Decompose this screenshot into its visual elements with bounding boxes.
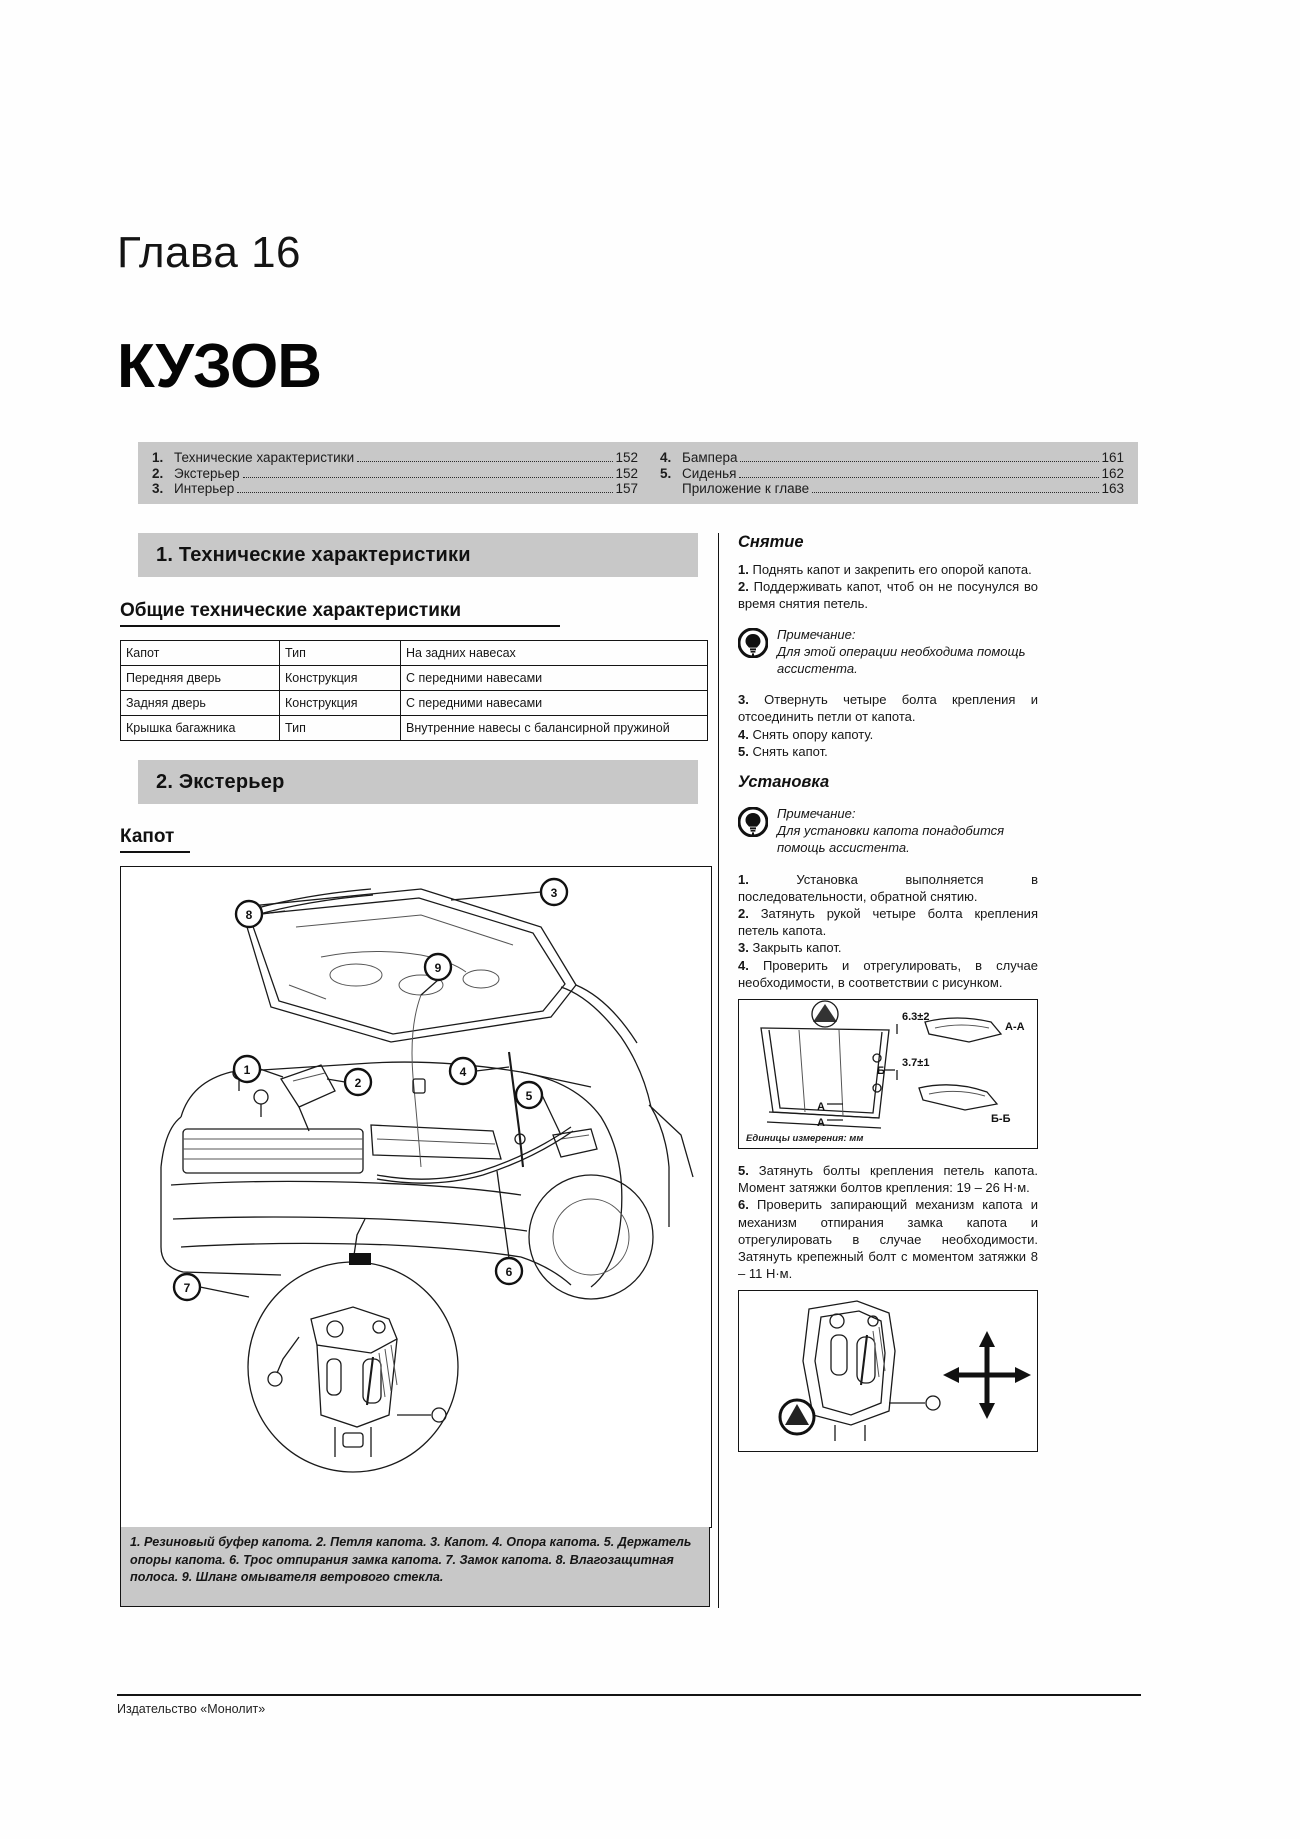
lightbulb-icon <box>738 628 768 658</box>
toc-leader-dots <box>237 483 613 493</box>
table-row <box>121 641 708 666</box>
spec-attribute: Конструкция <box>280 666 401 691</box>
toc-number: 5. <box>660 465 672 481</box>
svg-text:Б: Б <box>877 1065 885 1078</box>
step-number: 2. <box>738 579 749 595</box>
right-column <box>738 533 1038 1452</box>
svg-text:A: A <box>817 1117 825 1130</box>
table-row <box>121 716 708 741</box>
toc-leader-dots <box>740 452 1099 462</box>
step-number: 6. <box>738 1197 749 1213</box>
toc-page-number: 152 <box>615 465 638 481</box>
install-step <box>738 957 1038 991</box>
toc-leader-dots <box>739 468 1099 478</box>
heading-installation: Установка <box>738 773 830 792</box>
svg-text:3.7±1: 3.7±1 <box>902 1057 930 1070</box>
units-label: Единицы измерения: мм <box>746 1133 864 1145</box>
step-number: 4. <box>738 726 749 742</box>
svg-text:8: 8 <box>245 908 253 922</box>
spec-attribute: Конструкция <box>280 691 401 716</box>
note-text: Для этой операции необходима помощь ассистента. <box>777 643 1026 677</box>
step-number: 1. <box>738 871 749 887</box>
step-text: Проверить и отрегулировать, в случае необходимости, в соответствии с рисунком. <box>738 957 1038 990</box>
svg-text:5: 5 <box>525 1089 533 1103</box>
toc-entry[interactable] <box>152 466 638 482</box>
hood-assembly-figure <box>120 866 712 1528</box>
toc-entry[interactable] <box>660 466 1124 482</box>
svg-text:A: A <box>817 1101 825 1114</box>
spec-value: С передними навесами <box>401 691 708 716</box>
spec-component: Крышка багажника <box>121 716 280 741</box>
toc-page-number: 157 <box>615 481 638 496</box>
svg-text:9: 9 <box>434 961 442 975</box>
step-text: Установка выполняется в последовательности, обратной снятию. <box>738 871 1038 904</box>
toc-entry[interactable] <box>660 450 1124 466</box>
step-number: 2. <box>738 906 749 922</box>
svg-text:1: 1 <box>243 1063 251 1077</box>
spec-attribute: Тип <box>280 641 401 666</box>
subheading-hood: Капот <box>120 826 190 853</box>
toc-label: Бампера <box>682 450 738 465</box>
toc-label: Приложение к главе <box>682 481 810 496</box>
toc-leader-dots <box>812 483 1099 493</box>
note-body <box>777 626 1038 678</box>
specifications-table <box>120 640 708 741</box>
install-step <box>738 939 1038 956</box>
removal-step <box>738 743 1038 760</box>
note-title: Примечание: <box>777 806 856 822</box>
toc-label: Экстерьер <box>174 465 240 481</box>
note-installation <box>738 805 1038 857</box>
step-text: Отвернуть четыре болта крепления и отсоединить петли от капота. <box>738 692 1038 725</box>
toc-number: 4. <box>660 450 672 465</box>
svg-text:4: 4 <box>459 1065 467 1079</box>
hood-adjustment-drawing <box>739 1000 1035 1146</box>
step-number: 3. <box>738 940 749 956</box>
subheading-general-specs: Общие технические характеристики <box>120 600 560 627</box>
footer-divider <box>117 1694 1141 1696</box>
spec-component: Капот <box>121 641 280 666</box>
column-divider <box>718 533 719 1608</box>
section-heading-technical: 1. Технические характеристики <box>138 533 698 577</box>
install-step <box>738 871 1038 905</box>
note-title: Примечание: <box>777 626 856 642</box>
install-step <box>738 905 1038 939</box>
lightbulb-icon <box>738 807 768 837</box>
toc-column-left <box>152 450 638 496</box>
toc-leader-dots <box>243 468 614 478</box>
spec-value: На задних навесах <box>401 641 708 666</box>
toc-label: Интерьер <box>174 481 235 496</box>
spec-value: С передними навесами <box>401 666 708 691</box>
removal-step <box>738 726 1038 743</box>
removal-step <box>738 691 1038 725</box>
toc-number: 3. <box>152 481 164 496</box>
chapter-label: Глава 16 <box>117 228 302 277</box>
step-text: Затянуть рукой четыре болта крепления петель капота. <box>738 906 1038 939</box>
step-text: Затянуть болты крепления петель капота. Момент затяжки болтов крепления: 19 – 26 Н·м. <box>738 1163 1038 1196</box>
step-text: Поддерживать капот, чтоб он не посунулся во время снятия петель. <box>738 579 1038 612</box>
note-text: Для установки капота понадобится помощь ассистента. <box>777 823 1005 856</box>
toc-page-number: 161 <box>1101 450 1124 465</box>
step-number: 5. <box>738 1163 749 1179</box>
toc-page-number: 152 <box>615 450 638 465</box>
note-body <box>777 805 1038 857</box>
toc-page-number: 163 <box>1101 481 1124 496</box>
toc-entry[interactable] <box>152 481 638 497</box>
page-title: КУЗОВ <box>117 332 321 401</box>
toc-label: Технические характеристики <box>174 450 355 465</box>
table-row <box>121 691 708 716</box>
step-text: Снять капот. <box>752 743 828 759</box>
toc-entry[interactable] <box>660 481 1124 497</box>
install-step <box>738 1162 1038 1196</box>
latch-adjustment-figure <box>738 1290 1038 1452</box>
table-of-contents <box>138 442 1138 504</box>
step-number: 1. <box>738 562 749 577</box>
note-removal <box>738 626 1038 678</box>
figure-caption: 1. Резиновый буфер капота. 2. Петля капота. 3. Капот. 4. Опора капота. 5. Держатель опоры капота. 6. Трос отпирания замка капота. 7. Замок капота. 8. Влагозащитная полоса. 9. Шланг омывателя ветрового стекла. <box>120 1527 710 1607</box>
step-number: 4. <box>738 957 749 973</box>
section-heading-exterior: 2. Экстерьер <box>138 760 698 804</box>
removal-step <box>738 578 1038 612</box>
svg-text:2: 2 <box>354 1076 362 1090</box>
toc-number: 1. <box>152 450 164 465</box>
table-row <box>121 666 708 691</box>
spec-value: Внутренние навесы с балансирной пружиной <box>401 716 708 741</box>
spec-component: Передняя дверь <box>121 666 280 691</box>
toc-leader-dots <box>357 452 613 462</box>
latch-adjustment-drawing <box>739 1291 1035 1449</box>
svg-text:Б-Б: Б-Б <box>991 1113 1011 1126</box>
footer-publisher: Издательство «Монолит» <box>117 1702 266 1716</box>
spec-component: Задняя дверь <box>121 691 280 716</box>
svg-text:3: 3 <box>550 886 558 900</box>
toc-page-number: 162 <box>1101 465 1124 481</box>
step-text: Закрыть капот. <box>752 940 842 956</box>
svg-text:7: 7 <box>183 1281 191 1295</box>
step-text: Поднять капот и закрепить его опорой капота. <box>752 562 1032 577</box>
toc-entry[interactable] <box>152 450 638 466</box>
step-number: 3. <box>738 692 749 708</box>
hood-assembly-drawing <box>121 867 711 1527</box>
spec-attribute: Тип <box>280 716 401 741</box>
figure-callouts <box>174 879 567 1300</box>
step-number: 5. <box>738 743 749 759</box>
install-step <box>738 1196 1038 1282</box>
toc-column-right <box>638 450 1124 496</box>
removal-step <box>738 561 1038 578</box>
toc-label: Сиденья <box>682 465 737 481</box>
step-text: Снять опору капоту. <box>752 726 874 742</box>
step-text: Проверить запирающий механизм капота и механизм отпирания замка капота и отрегулировать в случае необходимости. Затянуть крепежный болт с моментом затяжки 8 – 11 Н·м. <box>738 1197 1038 1282</box>
spacer <box>738 1149 1038 1162</box>
svg-text:A-A: A-A <box>1005 1021 1025 1034</box>
heading-removal: Снятие <box>738 533 804 551</box>
svg-text:6.3±2: 6.3±2 <box>902 1011 930 1024</box>
spacer <box>738 760 1038 773</box>
toc-number: 2. <box>152 465 164 481</box>
hood-adjustment-figure <box>738 999 1038 1149</box>
svg-text:6: 6 <box>505 1265 513 1279</box>
